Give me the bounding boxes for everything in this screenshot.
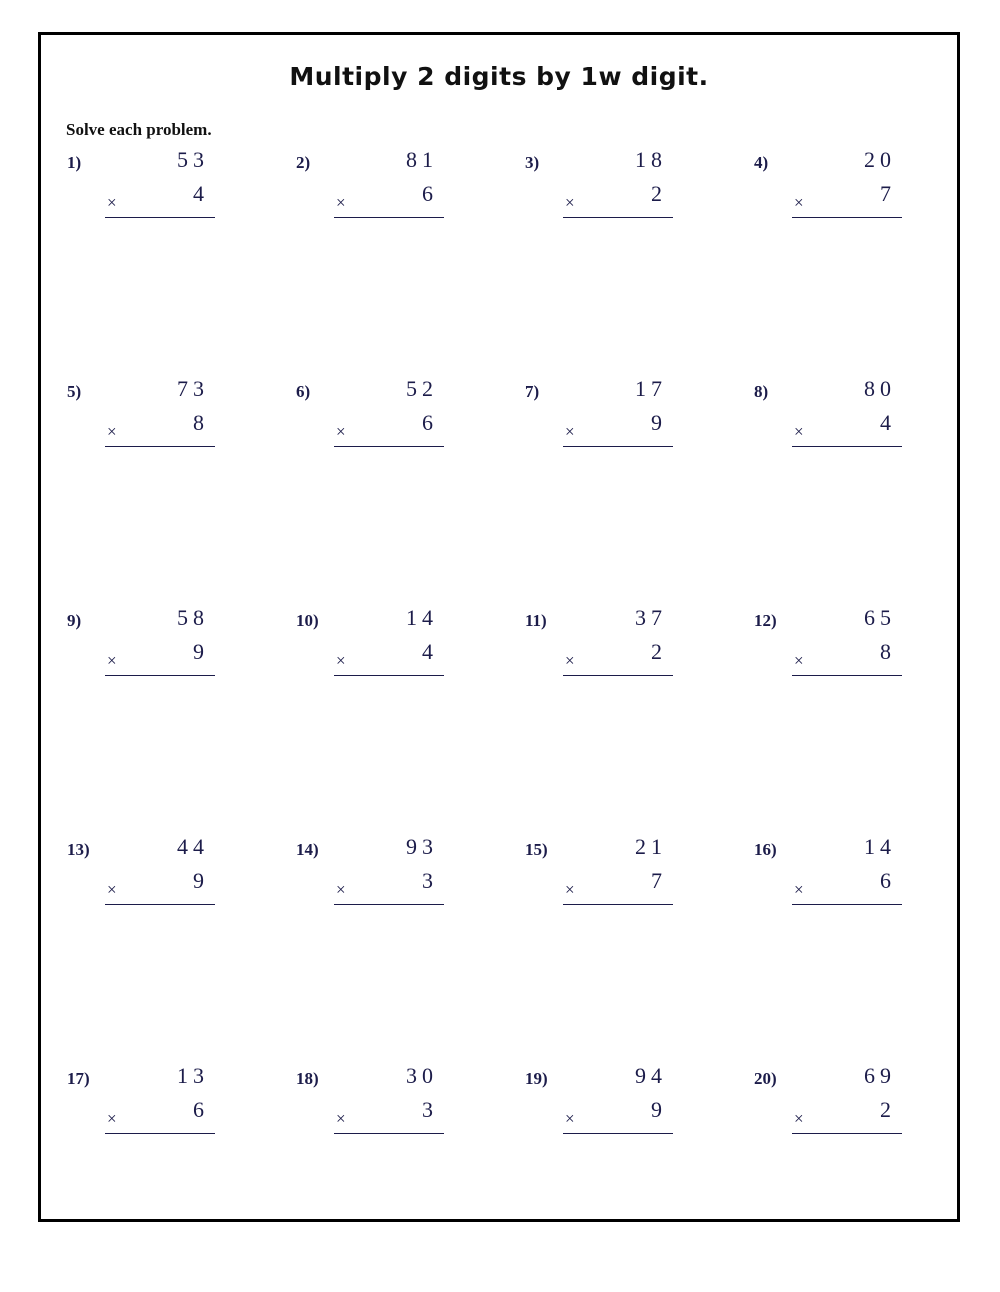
multiplication-sign-icon: × bbox=[565, 193, 575, 212]
problem-number: 4) bbox=[754, 153, 769, 172]
multiplicand: 80 bbox=[864, 376, 896, 401]
answer-work-area[interactable] bbox=[563, 676, 673, 826]
problem-number: 7) bbox=[525, 382, 540, 401]
answer-work-area[interactable] bbox=[792, 1134, 902, 1284]
answer-work-area[interactable] bbox=[105, 676, 215, 826]
problem-item bbox=[41, 376, 270, 605]
problem-expression bbox=[792, 834, 902, 1055]
answer-work-area[interactable] bbox=[563, 1134, 673, 1284]
problem-number: 16) bbox=[754, 840, 777, 859]
answer-work-area[interactable] bbox=[792, 447, 902, 597]
multiplication-sign-icon: × bbox=[565, 651, 575, 670]
multiplicand: 30 bbox=[406, 1063, 438, 1088]
multiplier-line bbox=[563, 410, 673, 447]
problem-number: 17) bbox=[67, 1069, 90, 1088]
problem-item bbox=[270, 1063, 499, 1292]
multiplicand: 13 bbox=[177, 1063, 209, 1088]
problem-expression bbox=[563, 1063, 673, 1284]
problem-item bbox=[728, 376, 957, 605]
problem-number: 6) bbox=[296, 382, 311, 401]
problem-expression bbox=[105, 1063, 215, 1284]
problem-number: 19) bbox=[525, 1069, 548, 1088]
problem-item bbox=[499, 376, 728, 605]
problem-row bbox=[41, 834, 957, 1063]
problem-item bbox=[270, 147, 499, 376]
multiplier: 2 bbox=[651, 639, 667, 664]
multiplicand: 93 bbox=[406, 834, 438, 859]
multiplier-line bbox=[105, 1097, 215, 1134]
multiplication-sign-icon: × bbox=[565, 880, 575, 899]
problem-number: 12) bbox=[754, 611, 777, 630]
multiplier-line bbox=[105, 181, 215, 218]
multiplication-sign-icon: × bbox=[107, 193, 117, 212]
multiplier-line bbox=[792, 639, 902, 676]
multiplier-line bbox=[792, 868, 902, 905]
problem-row bbox=[41, 1063, 957, 1292]
multiplier-line bbox=[792, 1097, 902, 1134]
answer-work-area[interactable] bbox=[334, 447, 444, 597]
multiplication-sign-icon: × bbox=[565, 1109, 575, 1128]
problem-item bbox=[41, 834, 270, 1063]
problem-expression bbox=[563, 376, 673, 597]
problem-number: 9) bbox=[67, 611, 82, 630]
answer-work-area[interactable] bbox=[563, 218, 673, 368]
problem-item bbox=[270, 605, 499, 834]
answer-work-area[interactable] bbox=[563, 447, 673, 597]
multiplication-sign-icon: × bbox=[565, 422, 575, 441]
problem-expression bbox=[792, 376, 902, 597]
multiplicand: 58 bbox=[177, 605, 209, 630]
problem-item bbox=[41, 605, 270, 834]
problem-grid bbox=[41, 147, 957, 1292]
multiplier-line bbox=[334, 639, 444, 676]
problem-expression bbox=[792, 605, 902, 826]
multiplier: 2 bbox=[651, 181, 667, 206]
answer-work-area[interactable] bbox=[334, 218, 444, 368]
problem-item bbox=[499, 147, 728, 376]
answer-work-area[interactable] bbox=[334, 1134, 444, 1284]
multiplication-sign-icon: × bbox=[336, 651, 346, 670]
multiplier: 9 bbox=[651, 410, 667, 435]
problem-expression bbox=[563, 605, 673, 826]
multiplicand: 53 bbox=[177, 147, 209, 172]
answer-work-area[interactable] bbox=[334, 676, 444, 826]
multiplier: 9 bbox=[193, 868, 209, 893]
problem-number: 13) bbox=[67, 840, 90, 859]
problem-expression bbox=[563, 834, 673, 1055]
multiplier: 3 bbox=[422, 1097, 438, 1122]
multiplicand: 65 bbox=[864, 605, 896, 630]
worksheet-page bbox=[38, 32, 960, 1222]
problem-number: 5) bbox=[67, 382, 82, 401]
multiplier: 4 bbox=[193, 181, 209, 206]
problem-number: 8) bbox=[754, 382, 769, 401]
instructions-text: Solve each problem. bbox=[66, 120, 212, 139]
multiplier-line bbox=[563, 1097, 673, 1134]
multiplier-line bbox=[563, 868, 673, 905]
multiplier: 4 bbox=[880, 410, 896, 435]
multiplication-sign-icon: × bbox=[794, 193, 804, 212]
multiplicand: 37 bbox=[635, 605, 667, 630]
multiplicand: 18 bbox=[635, 147, 667, 172]
multiplier-line bbox=[105, 868, 215, 905]
multiplier-line bbox=[792, 181, 902, 218]
answer-work-area[interactable] bbox=[334, 905, 444, 1055]
answer-work-area[interactable] bbox=[792, 218, 902, 368]
answer-work-area[interactable] bbox=[105, 905, 215, 1055]
problem-row bbox=[41, 605, 957, 834]
problem-item bbox=[499, 1063, 728, 1292]
problem-expression bbox=[105, 605, 215, 826]
multiplier: 8 bbox=[193, 410, 209, 435]
answer-work-area[interactable] bbox=[105, 218, 215, 368]
multiplicand: 14 bbox=[406, 605, 438, 630]
problem-row bbox=[41, 147, 957, 376]
multiplication-sign-icon: × bbox=[336, 193, 346, 212]
problem-number: 20) bbox=[754, 1069, 777, 1088]
multiplicand: 14 bbox=[864, 834, 896, 859]
problem-item bbox=[728, 1063, 957, 1292]
multiplicand: 20 bbox=[864, 147, 896, 172]
problem-row bbox=[41, 376, 957, 605]
problem-expression bbox=[563, 147, 673, 368]
multiplier-line bbox=[792, 410, 902, 447]
problem-item bbox=[499, 834, 728, 1063]
problem-expression bbox=[334, 834, 444, 1055]
page-title: Multiply 2 digits by 1w digit. bbox=[289, 62, 709, 91]
multiplier: 7 bbox=[880, 181, 896, 206]
multiplicand: 52 bbox=[406, 376, 438, 401]
problem-item bbox=[728, 605, 957, 834]
problem-number: 1) bbox=[67, 153, 82, 172]
problem-number: 3) bbox=[525, 153, 540, 172]
multiplier-line bbox=[334, 1097, 444, 1134]
multiplication-sign-icon: × bbox=[107, 1109, 117, 1128]
problem-expression bbox=[334, 147, 444, 368]
problem-item bbox=[728, 834, 957, 1063]
multiplicand: 21 bbox=[635, 834, 667, 859]
problem-expression bbox=[792, 1063, 902, 1284]
multiplier: 3 bbox=[422, 868, 438, 893]
problem-number: 14) bbox=[296, 840, 319, 859]
multiplicand: 81 bbox=[406, 147, 438, 172]
answer-work-area[interactable] bbox=[105, 447, 215, 597]
problem-expression bbox=[334, 1063, 444, 1284]
multiplicand: 69 bbox=[864, 1063, 896, 1088]
multiplier: 9 bbox=[651, 1097, 667, 1122]
multiplier-line bbox=[105, 639, 215, 676]
problem-expression bbox=[334, 605, 444, 826]
multiplicand: 44 bbox=[177, 834, 209, 859]
problem-item bbox=[41, 1063, 270, 1292]
problem-expression bbox=[105, 376, 215, 597]
multiplier: 7 bbox=[651, 868, 667, 893]
multiplier-line bbox=[563, 181, 673, 218]
answer-work-area[interactable] bbox=[792, 676, 902, 826]
multiplication-sign-icon: × bbox=[336, 880, 346, 899]
multiplication-sign-icon: × bbox=[794, 880, 804, 899]
problem-expression bbox=[792, 147, 902, 368]
multiplicand: 94 bbox=[635, 1063, 667, 1088]
multiplier: 9 bbox=[193, 639, 209, 664]
multiplicand: 17 bbox=[635, 376, 667, 401]
multiplication-sign-icon: × bbox=[794, 422, 804, 441]
multiplier-line bbox=[105, 410, 215, 447]
problem-number: 2) bbox=[296, 153, 311, 172]
multiplicand: 73 bbox=[177, 376, 209, 401]
multiplier-line bbox=[334, 410, 444, 447]
multiplier-line bbox=[563, 639, 673, 676]
problem-number: 18) bbox=[296, 1069, 319, 1088]
problem-expression bbox=[334, 376, 444, 597]
multiplier: 2 bbox=[880, 1097, 896, 1122]
multiplication-sign-icon: × bbox=[107, 880, 117, 899]
multiplier: 4 bbox=[422, 639, 438, 664]
multiplier: 6 bbox=[422, 181, 438, 206]
multiplication-sign-icon: × bbox=[107, 422, 117, 441]
multiplier: 6 bbox=[880, 868, 896, 893]
multiplier: 6 bbox=[193, 1097, 209, 1122]
multiplication-sign-icon: × bbox=[336, 1109, 346, 1128]
multiplication-sign-icon: × bbox=[336, 422, 346, 441]
multiplication-sign-icon: × bbox=[107, 651, 117, 670]
problem-expression bbox=[105, 147, 215, 368]
multiplier-line bbox=[334, 181, 444, 218]
problem-number: 11) bbox=[525, 611, 547, 630]
problem-number: 15) bbox=[525, 840, 548, 859]
problem-item bbox=[728, 147, 957, 376]
multiplier-line bbox=[334, 868, 444, 905]
multiplier: 6 bbox=[422, 410, 438, 435]
multiplier: 8 bbox=[880, 639, 896, 664]
answer-work-area[interactable] bbox=[792, 905, 902, 1055]
problem-expression bbox=[105, 834, 215, 1055]
problem-item bbox=[270, 376, 499, 605]
answer-work-area[interactable] bbox=[563, 905, 673, 1055]
multiplication-sign-icon: × bbox=[794, 1109, 804, 1128]
multiplication-sign-icon: × bbox=[794, 651, 804, 670]
problem-item bbox=[499, 605, 728, 834]
problem-item bbox=[270, 834, 499, 1063]
answer-work-area[interactable] bbox=[105, 1134, 215, 1284]
problem-item bbox=[41, 147, 270, 376]
problem-number: 10) bbox=[296, 611, 319, 630]
